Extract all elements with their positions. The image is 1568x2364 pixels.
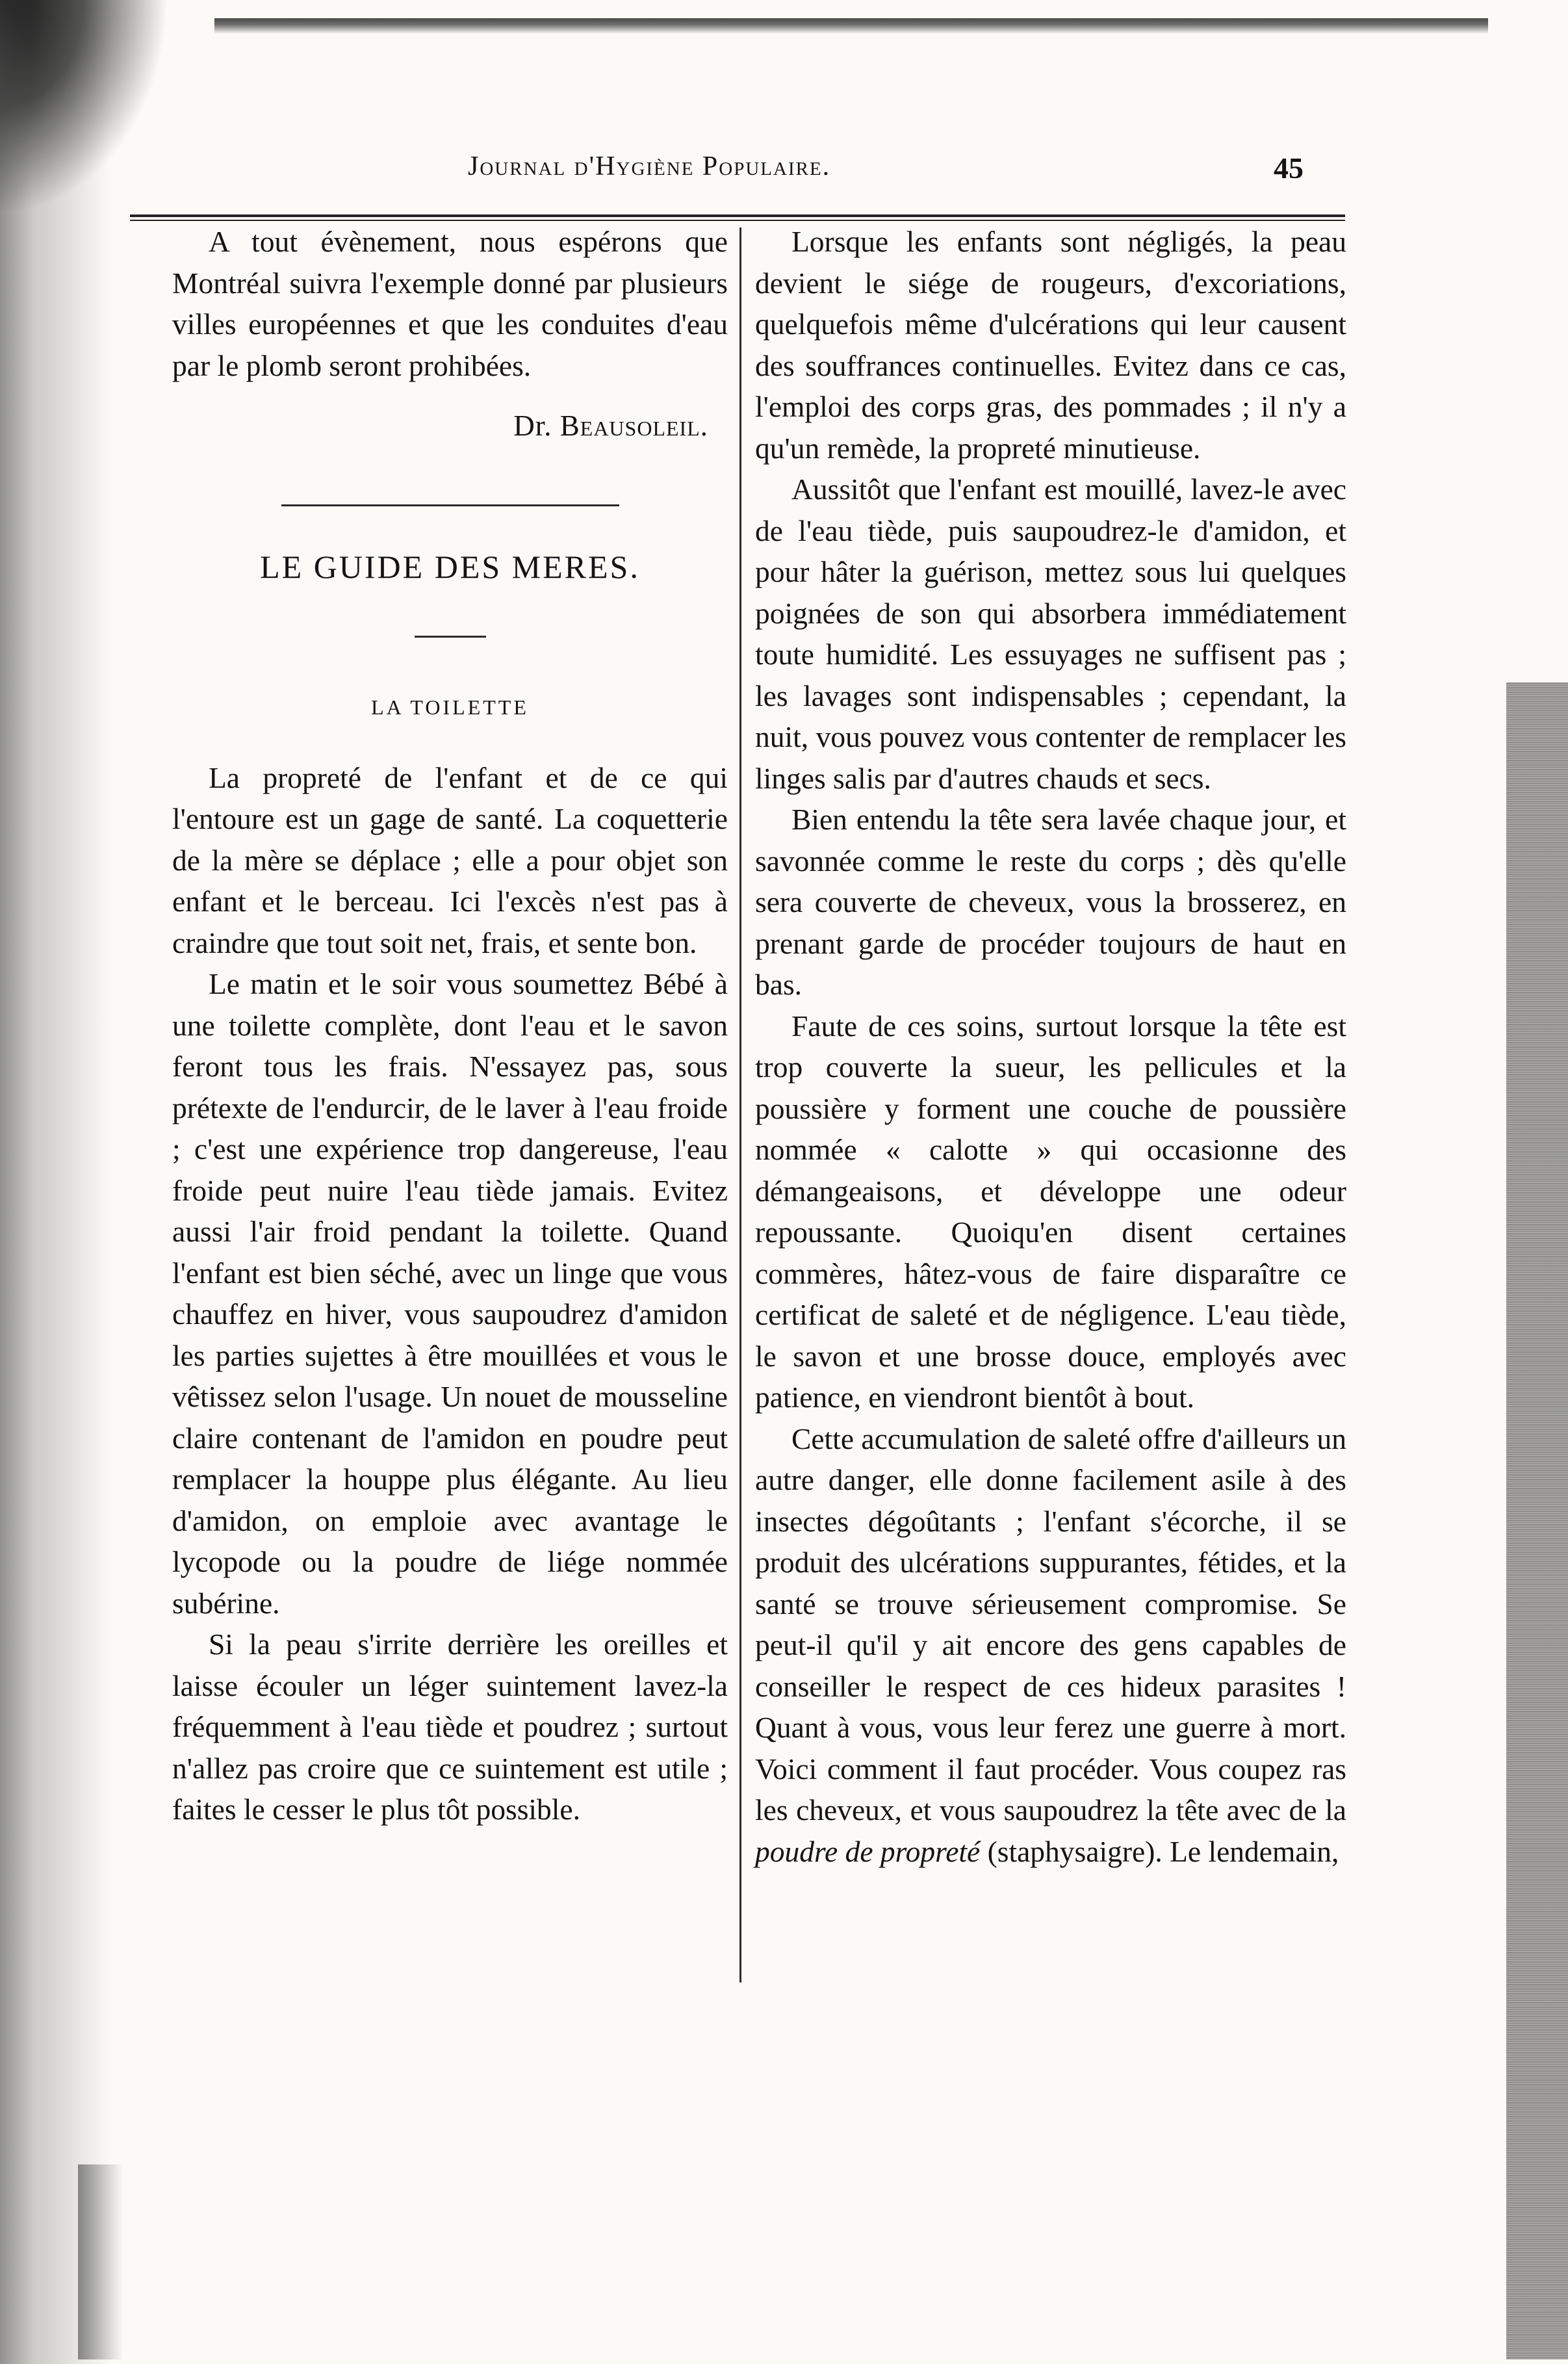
- paragraph-text: Cette accumulation de saleté offre d'ailleurs un autre danger, elle donne facilement asile à des insectes dégoûtants ; l'enfant s'écorche, il se produit des ulcérations suppurantes, fétides, et la santé se trouve sérieusement compromise. Se peut-il qu'il y ait encore des gens capables de conseiller le respect de ces hideux parasites ! Quant à vous, vous leur ferez une guerre à mort. Voici comment il faut procéder. Vous coupez ras les cheveux, et vous saupoudrez la tête avec de la: [755, 1422, 1346, 1826]
- paragraph: Aussitôt que l'enfant est mouillé, lavez-le avec de l'eau tiède, puis saupoudrez-le d'amidon, et pour hâter la guérison, mettez sous lui quelques poignées de son qui absorbera immédiatement toute humidité. Les essuyages ne suffisent pas ; les lavages sont indispensables ; cependant, la nuit, vous pouvez vous contenter de remplacer les linges salis par d'autres chauds et secs.: [755, 473, 1346, 795]
- scan-edge-right: [1506, 682, 1568, 2359]
- sub-title: LA TOILETTE: [371, 695, 529, 719]
- header-rule: [130, 214, 1345, 221]
- signature: [172, 406, 728, 447]
- scan-shadow-left: [0, 0, 110, 2364]
- scan-shadow-bottom-left: [78, 2164, 123, 2359]
- paragraph: Faute de ces soins, surtout lorsque la tête est trop couverte la sueur, les pellicules et la poussière y forment une couche de poussière nommée « calotte » qui occasionne des démangeaisons, et développe une odeur repoussante. Quoiqu'en disent certaines commères, hâtez-vous de faire disparaître ce certificat de saleté et de négligence. L'eau tiède, le savon et une brosse douce, employés avec patience, en viendront bientôt à bout.: [755, 1009, 1346, 1414]
- title-separator: [415, 636, 486, 638]
- section-separator: [281, 504, 619, 506]
- paragraph: Bien entendu la tête sera lavée chaque jour, et savonnée comme le reste du corps ; dès qu'elle sera couverte de cheveux, vous la brosserez, en prenant garde de procéder toujours de haut en bas.: [755, 803, 1346, 1001]
- paragraph: Lorsque les enfants sont négligés, la peau devient le siége de rougeurs, d'excoriations, quelquefois même d'ulcérations qui leur causent des souffrances continuelles. Evitez dans ce cas, l'emploi des corps gras, des pommades ; il n'y a qu'un remède, la propreté minutieuse.: [755, 225, 1346, 465]
- running-head: Journal d'Hygiène Populaire.: [468, 151, 831, 181]
- scan-shadow-top: [214, 18, 1488, 34]
- italic-term: poudre de propreté: [755, 1834, 981, 1868]
- intro-paragraph: A tout évènement, nous espérons que Montréal suivra l'exemple donné par plusieurs villes européennes et que les conduites d'eau par le plomb seront prohibées.: [172, 225, 728, 382]
- paragraph: Si la peau s'irrite derrière les oreilles et laisse écouler un léger suintement lavez-la fréquemment à l'eau tiède et poudrez ; surtout n'allez pas croire que ce suintement est utile ; faites le cesser le plus tôt possible.: [172, 1628, 728, 1826]
- signature-prefix: Dr.: [513, 409, 560, 442]
- page-number: 45: [1274, 151, 1304, 185]
- signature-name: Beausoleil.: [559, 409, 708, 442]
- left-column: [172, 221, 728, 1830]
- paragraph: La propreté de l'enfant et de ce qui l'entoure est un gage de santé. La coquetterie de la mère se déplace ; elle a pour objet son enfant et le berceau. Ici l'excès n'est pas à craindre que tout soit net, frais, et sente bon.: [172, 760, 728, 959]
- section-title: LE GUIDE DES MERES.: [260, 548, 640, 585]
- paragraph: Le matin et le soir vous soumettez Bébé à une toilette complète, dont l'eau et le savon feront tous les frais. N'essayez pas, sous prétexte de l'endurcir, de le laver à l'eau froide ; c'est une expérience trop dangereuse, l'eau froide peut nuire l'eau tiède jamais. Evitez aussi l'air froid pendant la toilette. Quand l'enfant est bien séché, avec un linge que vous chauffez en hiver, vous saupoudrez d'amidon les parties sujettes à être mouillées et vous le vêtissez selon l'usage. Un nouet de mousseline claire contenant de l'amidon en poudre peut remplacer la houppe plus élégante. Au lieu d'amidon, on emploie avec avantage le lycopode ou la poudre de liége nommée subérine.: [172, 967, 728, 1620]
- right-column: [755, 221, 1346, 1872]
- paragraph: [755, 1418, 1346, 1873]
- paragraph-text: (staphysaigre). Le lendemain,: [980, 1834, 1339, 1868]
- column-divider: [739, 227, 741, 1982]
